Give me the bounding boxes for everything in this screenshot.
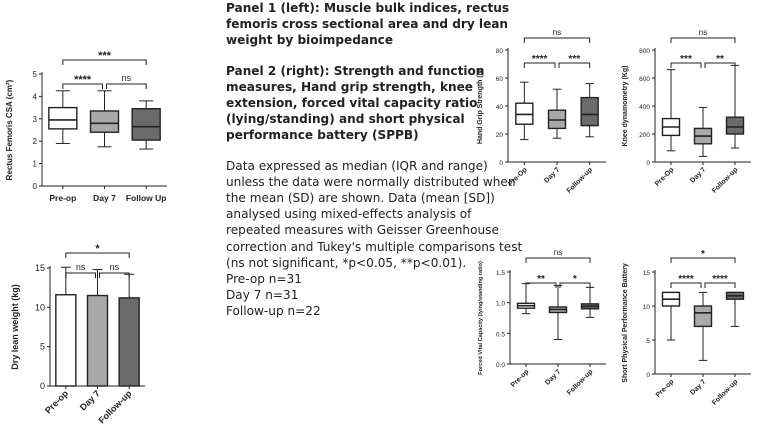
- significance-bracket: [526, 258, 590, 263]
- significance-label: *: [701, 249, 705, 260]
- y-tick-label: 4: [32, 92, 37, 102]
- n-preop: Pre-op n=31: [226, 272, 302, 287]
- n-day7: Day 7 n=31: [226, 288, 299, 303]
- box-2: [695, 306, 712, 326]
- fvc-ratio-chart: [470, 218, 620, 430]
- x-tick-label: Day 7: [77, 388, 102, 413]
- x-tick-label: Day 7: [689, 166, 708, 185]
- y-tick-label: 5: [646, 338, 650, 345]
- box-3: [581, 98, 598, 126]
- significance-label: ****: [678, 274, 694, 285]
- significance-label: ns: [109, 262, 120, 272]
- chart-svg: [470, 0, 620, 215]
- chart-svg: [615, 0, 765, 215]
- x-tick-label: Day 7: [93, 193, 116, 203]
- stats-text: Data expressed as median (IQR and range) unless the data were normally distributed when the mean (SD) are shown. Data (mean [SD]) analysed using mixed-effects analysis of repeated measures with Geisser Greenhouse correction and Tukey's multiple comparisons test (ns not significant, *p<0.05, **p<0.01).: [226, 158, 523, 270]
- x-tick-label: Follow-up: [566, 368, 595, 397]
- significance-label: ****: [74, 74, 92, 86]
- significance-label: ns: [552, 28, 562, 37]
- y-tick-label: 0: [39, 381, 45, 391]
- y-tick-label: 15: [642, 270, 650, 277]
- y-tick-label: 40: [495, 104, 503, 111]
- y-tick-label: 0: [499, 160, 503, 167]
- y-tick-label: 80: [495, 48, 503, 55]
- chart-svg: [615, 218, 765, 430]
- n-followup: Follow-up n=22: [226, 304, 321, 319]
- significance-label: *: [573, 274, 577, 285]
- y-tick-label: 0.0: [495, 362, 505, 369]
- y-tick-label: 20: [495, 132, 503, 139]
- x-tick-label: Pre-op: [43, 388, 71, 416]
- bar-2: [88, 296, 108, 386]
- y-axis-label: Knee dynamometry (Kg): [622, 65, 629, 147]
- y-tick-label: 0.5: [495, 331, 505, 339]
- y-axis-label: Forced Vital Capacity (lying/standing ratio): [478, 261, 484, 375]
- x-tick-label: Day 7: [689, 378, 708, 397]
- y-tick-label: 0: [646, 160, 650, 167]
- significance-bracket: [107, 84, 147, 89]
- significance-label: ****: [531, 54, 548, 65]
- y-tick-label: 0: [32, 182, 37, 191]
- y-tick-label: 0: [646, 372, 650, 379]
- bar-3: [119, 298, 139, 386]
- x-tick-label: Follow-up: [711, 378, 740, 407]
- x-tick-label: Pre-op: [509, 368, 531, 390]
- box-2: [91, 111, 119, 132]
- chart-svg: [0, 0, 215, 220]
- y-axis-label: Short Physical Performance Battery: [622, 263, 629, 383]
- chart-svg: [0, 208, 215, 430]
- y-tick-label: 5: [32, 70, 37, 79]
- significance-label: **: [716, 54, 724, 65]
- significance-label: ***: [680, 54, 692, 65]
- x-tick-label: Pre-op: [49, 193, 77, 203]
- y-axis-label: Rectus Femoris CSA (cm²): [5, 79, 14, 181]
- y-tick-label: 60: [495, 76, 503, 83]
- hand-grip-chart: [470, 0, 620, 215]
- significance-label: ns: [121, 73, 132, 83]
- chart-svg: [470, 218, 620, 430]
- significance-label: ns: [553, 248, 563, 257]
- y-tick-label: 15: [34, 263, 45, 273]
- dry-lean-weight-chart: [0, 208, 215, 430]
- significance-label: ns: [75, 262, 86, 272]
- significance-label: *: [95, 243, 100, 255]
- x-tick-label: Day 7: [544, 368, 563, 387]
- x-tick-label: Day 7: [543, 166, 562, 185]
- y-tick-label: 10: [642, 304, 650, 311]
- y-tick-label: 400: [639, 104, 650, 111]
- significance-bracket: [100, 273, 130, 278]
- x-tick-label: Pre-Op: [507, 166, 529, 188]
- x-tick-label: Follow-up: [565, 166, 595, 195]
- panel1-caption: Panel 1 (left): Muscle bulk indices, rectus femoris cross sectional area and dry lean weight by bioimpedance: [226, 1, 510, 48]
- panel2-caption: Panel 2 (right): Strength and function measures, Hand grip strength, knee extension, forced vital capacity ratio (lying/standing) and short physical performance battery (SPPB): [226, 63, 485, 143]
- significance-bracket: [66, 273, 96, 278]
- significance-label: ***: [568, 54, 581, 65]
- x-tick-label: Follow-up: [96, 388, 134, 426]
- significance-bracket: [671, 38, 735, 43]
- bar-1: [56, 295, 76, 386]
- knee-dynamometry-chart: [615, 0, 765, 215]
- y-tick-label: 200: [639, 132, 650, 139]
- y-tick-label: 1.5: [495, 270, 505, 277]
- x-tick-label: Follow-up: [711, 166, 740, 195]
- significance-label: ***: [98, 50, 111, 62]
- y-tick-label: 800: [639, 48, 650, 55]
- box-3: [132, 109, 160, 140]
- y-tick-label: 1: [32, 159, 37, 169]
- significance-label: **: [537, 274, 545, 285]
- x-tick-label: Pre-op: [654, 378, 676, 400]
- y-tick-label: 5: [39, 341, 45, 352]
- significance-bracket: [524, 38, 589, 43]
- y-tick-label: 10: [34, 302, 45, 313]
- y-axis-label: Hand Grip Strength (N): [477, 67, 484, 145]
- y-tick-label: 1.0: [495, 300, 505, 308]
- box-1: [49, 108, 77, 129]
- significance-label: ****: [712, 274, 728, 285]
- significance-label: ns: [698, 28, 708, 37]
- x-tick-label: Pre-Op: [653, 166, 676, 188]
- y-axis-label: Dry lean weight (kg): [10, 284, 20, 370]
- box-3: [727, 117, 744, 134]
- x-tick-label: Follow Up: [125, 193, 167, 203]
- y-tick-label: 600: [639, 76, 650, 83]
- sppb-chart: [615, 218, 765, 430]
- y-tick-label: 3: [32, 114, 37, 124]
- y-tick-label: 2: [32, 137, 37, 147]
- rf-csa-chart: [0, 0, 215, 220]
